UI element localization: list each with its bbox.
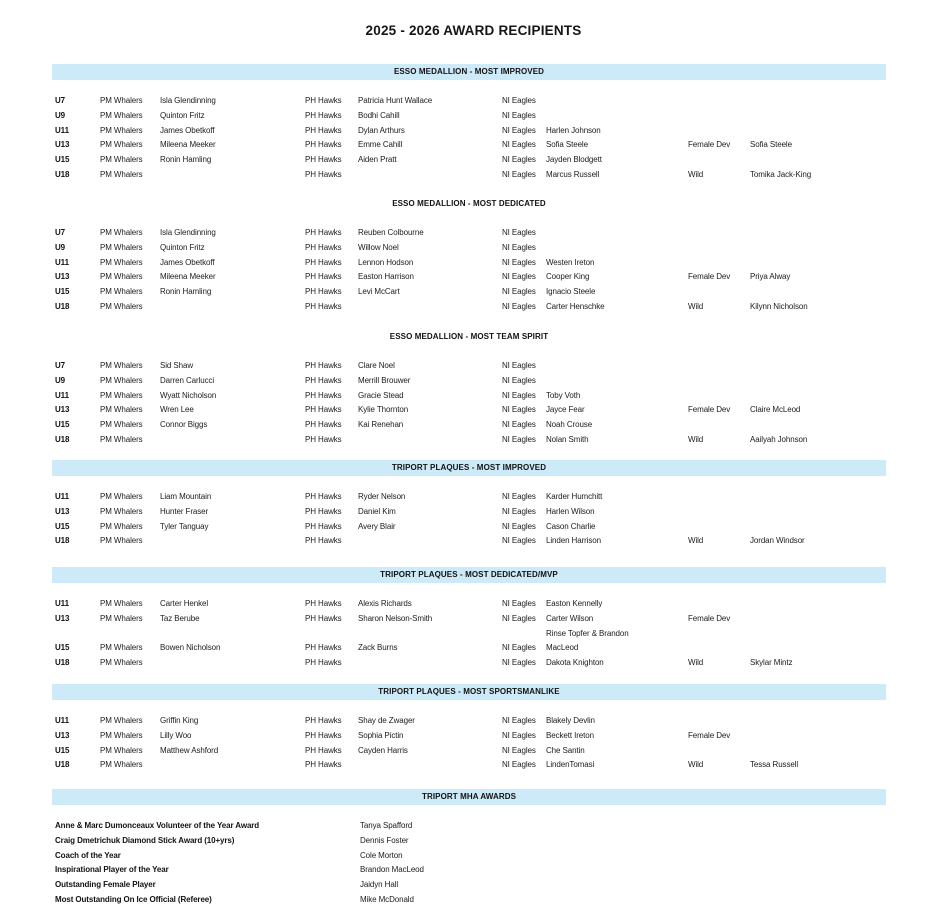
- player-name: Aiden Pratt: [358, 155, 397, 164]
- award-row: [0, 389, 947, 404]
- team-label: PM Whalers: [100, 228, 143, 237]
- award-row: [0, 138, 947, 153]
- team-label: PM Whalers: [100, 272, 143, 282]
- division-label: U11: [55, 716, 69, 725]
- division-label: U13: [55, 730, 70, 740]
- team-label: NI Eagles: [502, 420, 536, 429]
- division-label: U15: [55, 643, 70, 653]
- page-title: 2025 - 2026 AWARD RECIPIENTS: [365, 23, 582, 38]
- award-row: [0, 374, 947, 389]
- player-name: Tessa Russell: [750, 760, 799, 770]
- team-label: PH Hawks: [305, 420, 342, 429]
- player-name: Tyler Tanguay: [160, 521, 209, 531]
- award-title: Craig Dmetrichuk Diamond Stick Award (10+yrs): [55, 835, 235, 845]
- division-label: U18: [55, 434, 70, 444]
- player-name: Clare Noel: [358, 361, 395, 370]
- player-name: Emme Cahill: [358, 140, 403, 150]
- player-name: Cooper King: [546, 272, 590, 282]
- division-label: U13: [55, 405, 70, 415]
- recipient-name: Cole Morton: [360, 850, 403, 860]
- award-row: [0, 714, 947, 729]
- team-label: PM Whalers: [100, 420, 143, 429]
- player-name: Merrill Brouwer: [358, 375, 411, 385]
- player-name: Carter Henschke: [546, 301, 605, 311]
- team-label: PM Whalers: [100, 643, 143, 653]
- team-label: NI Eagles: [502, 521, 536, 531]
- section-header: ESSO MEDALLION - MOST DEDICATED: [392, 199, 546, 208]
- award-row: [0, 94, 947, 109]
- team-label: PH Hawks: [305, 521, 342, 531]
- player-name: Darren Carlucci: [160, 375, 215, 385]
- team-label: NI Eagles: [502, 613, 536, 623]
- recipient-name: Jaidyn Hall: [360, 880, 399, 889]
- team-label: PM Whalers: [100, 242, 143, 252]
- player-name: Wyatt Nicholson: [160, 390, 217, 400]
- section-header-bar: TRIPORT MHA AWARDS: [52, 789, 886, 805]
- award-row: [0, 729, 947, 744]
- award-title: Outstanding Female Player: [55, 880, 156, 889]
- mha-award-row: [0, 819, 947, 834]
- team-label: PH Hawks: [305, 96, 342, 105]
- team-label: PM Whalers: [100, 506, 143, 516]
- player-name: Jayden Blodgett: [546, 155, 602, 164]
- player-name: Ignacio Steele: [546, 287, 596, 296]
- player-name: Lilly Woo: [160, 730, 192, 740]
- team-label: PM Whalers: [100, 125, 143, 135]
- player-name: Sid Shaw: [160, 361, 193, 370]
- award-row: [0, 359, 947, 374]
- team-label: Female Dev: [688, 405, 731, 415]
- player-name: Sofia Steele: [546, 140, 588, 150]
- award-row: [0, 226, 947, 241]
- award-row: [0, 256, 947, 271]
- team-label: PM Whalers: [100, 390, 143, 400]
- division-label: U18: [55, 760, 70, 770]
- player-name: Quinton Fritz: [160, 110, 205, 120]
- award-row: [0, 418, 947, 433]
- player-name: Aailyah Johnson: [750, 434, 808, 444]
- team-label: PH Hawks: [305, 375, 342, 385]
- award-row: [0, 124, 947, 139]
- player-name: Cayden Harris: [358, 745, 408, 755]
- award-row: [0, 168, 947, 183]
- player-name: Beckett Ireton: [546, 730, 594, 740]
- team-label: PH Hawks: [305, 125, 342, 135]
- award-row: [0, 109, 947, 124]
- award-row: [0, 490, 947, 505]
- team-label: PH Hawks: [305, 155, 342, 164]
- section-header-bar: TRIPORT PLAQUES - MOST SPORTSMANLIKE: [52, 684, 886, 700]
- division-label: U18: [55, 169, 70, 179]
- player-name: LindenTomasi: [546, 760, 595, 770]
- team-label: PH Hawks: [305, 492, 342, 501]
- team-label: PM Whalers: [100, 760, 143, 770]
- team-label: NI Eagles: [502, 658, 536, 667]
- team-label: PM Whalers: [100, 536, 143, 546]
- player-name: Mileena Meeker: [160, 140, 216, 150]
- award-row: [0, 153, 947, 168]
- team-label: PH Hawks: [305, 110, 342, 120]
- player-name: Levi McCart: [358, 287, 400, 296]
- division-label: U7: [55, 96, 66, 105]
- team-label: NI Eagles: [502, 536, 536, 546]
- award-row: [0, 285, 947, 300]
- team-label: PH Hawks: [305, 169, 342, 179]
- division-label: U11: [55, 257, 69, 267]
- player-name: Dakota Knighton: [546, 658, 604, 667]
- team-label: PH Hawks: [305, 405, 342, 415]
- team-label: PH Hawks: [305, 613, 342, 623]
- team-label: PH Hawks: [305, 434, 342, 444]
- player-name: Kylie Thornton: [358, 405, 409, 415]
- player-name: Kai Renehan: [358, 420, 404, 429]
- division-label: U7: [55, 361, 66, 370]
- division-label: U15: [55, 420, 70, 429]
- section-header-bar: ESSO MEDALLION - MOST IMPROVED: [52, 64, 886, 80]
- player-name: Quinton Fritz: [160, 242, 205, 252]
- team-label: NI Eagles: [502, 506, 536, 516]
- team-label: NI Eagles: [502, 730, 536, 740]
- team-label: PM Whalers: [100, 405, 143, 415]
- division-label: U9: [55, 242, 66, 252]
- award-row: [0, 534, 947, 549]
- team-label: Wild: [688, 536, 704, 546]
- player-name: Carter Wilson: [546, 613, 594, 623]
- award-row: [0, 744, 947, 759]
- recipient-name: Brandon MacLeod: [360, 865, 424, 875]
- player-name: Che Santin: [546, 745, 585, 755]
- team-label: NI Eagles: [502, 155, 536, 164]
- award-row: [0, 520, 947, 535]
- player-name: Carter Henkel: [160, 599, 209, 608]
- player-name: Ronin Hamling: [160, 287, 212, 296]
- division-label: U11: [55, 390, 69, 400]
- team-label: NI Eagles: [502, 599, 536, 608]
- team-label: NI Eagles: [502, 745, 536, 755]
- award-title: Most Outstanding On Ice Official (Referee): [55, 894, 212, 904]
- team-label: PH Hawks: [305, 658, 342, 667]
- award-row: [0, 597, 947, 612]
- mha-award-row: [0, 893, 947, 908]
- player-name: Bodhi Cahill: [358, 110, 400, 120]
- team-label: NI Eagles: [502, 760, 536, 770]
- team-label: PM Whalers: [100, 361, 143, 370]
- division-label: U13: [55, 613, 70, 623]
- division-label: U15: [55, 745, 70, 755]
- recipient-name: Tanya Spafford: [360, 821, 413, 830]
- team-label: Female Dev: [688, 730, 731, 740]
- award-row: [0, 241, 947, 256]
- team-label: Female Dev: [688, 613, 731, 623]
- team-label: PH Hawks: [305, 536, 342, 546]
- division-label: U15: [55, 155, 70, 164]
- team-label: PH Hawks: [305, 301, 342, 311]
- division-label: U13: [55, 272, 70, 282]
- player-name: Mileena Meeker: [160, 272, 216, 282]
- award-row: [0, 758, 947, 773]
- player-name: Tomika Jack-King: [750, 169, 812, 179]
- division-label: U11: [55, 125, 69, 135]
- team-label: NI Eagles: [502, 375, 536, 385]
- player-name: Claire McLeod: [750, 405, 801, 415]
- team-label: NI Eagles: [502, 287, 536, 296]
- recipient-name: Mike McDonald: [360, 894, 414, 904]
- team-label: PM Whalers: [100, 301, 143, 311]
- team-label: PM Whalers: [100, 492, 143, 501]
- team-label: PM Whalers: [100, 155, 143, 164]
- player-name: Isla Glendinning: [160, 96, 216, 105]
- player-name: Zack Burns: [358, 643, 398, 653]
- mha-award-row: [0, 834, 947, 849]
- award-title: Inspirational Player of the Year: [55, 865, 169, 875]
- team-label: PH Hawks: [305, 730, 342, 740]
- team-label: PH Hawks: [305, 390, 342, 400]
- player-name: Toby Voth: [546, 390, 581, 400]
- player-name: Skylar Mintz: [750, 658, 793, 667]
- division-label: U18: [55, 536, 70, 546]
- award-row: [0, 403, 947, 418]
- division-label: U13: [55, 140, 70, 150]
- player-name: Priya Alway: [750, 272, 791, 282]
- player-name: Jordan Windsor: [750, 536, 805, 546]
- player-name: Dylan Arthurs: [358, 125, 405, 135]
- player-name: Connor Biggs: [160, 420, 208, 429]
- award-row: [0, 505, 947, 520]
- player-name: Easton Harrison: [358, 272, 414, 282]
- team-label: PM Whalers: [100, 730, 143, 740]
- player-name: Harlen Johnson: [546, 125, 601, 135]
- section-header-bar: TRIPORT PLAQUES - MOST IMPROVED: [52, 460, 886, 476]
- award-row: [0, 270, 947, 285]
- team-label: NI Eagles: [502, 434, 536, 444]
- team-label: NI Eagles: [502, 405, 536, 415]
- team-label: Wild: [688, 434, 704, 444]
- mha-award-row: [0, 863, 947, 878]
- team-label: PH Hawks: [305, 506, 342, 516]
- team-label: PH Hawks: [305, 745, 342, 755]
- team-label: Wild: [688, 760, 704, 770]
- team-label: PM Whalers: [100, 110, 143, 120]
- player-name: Avery Blair: [358, 521, 396, 531]
- player-name: Shay de Zwager: [358, 716, 415, 725]
- player-name: MacLeod: [546, 643, 579, 653]
- team-label: PH Hawks: [305, 242, 342, 252]
- player-name: Westen Ireton: [546, 257, 595, 267]
- player-name: Hunter Fraser: [160, 506, 209, 516]
- player-name: Kilynn Nicholson: [750, 301, 808, 311]
- team-label: Wild: [688, 169, 704, 179]
- team-label: PH Hawks: [305, 760, 342, 770]
- team-label: NI Eagles: [502, 110, 536, 120]
- player-name: Lennon Hodson: [358, 257, 414, 267]
- award-title: Coach of the Year: [55, 850, 121, 860]
- team-label: PM Whalers: [100, 521, 143, 531]
- section-header-bar: TRIPORT PLAQUES - MOST DEDICATED/MVP: [52, 567, 886, 583]
- player-name: Daniel Kim: [358, 506, 396, 516]
- team-label: PH Hawks: [305, 257, 342, 267]
- player-name: Blakely Devlin: [546, 716, 595, 725]
- division-label: U15: [55, 287, 70, 296]
- team-label: NI Eagles: [502, 643, 536, 653]
- team-label: PH Hawks: [305, 140, 342, 150]
- team-label: PM Whalers: [100, 658, 143, 667]
- player-name: Ryder Nelson: [358, 492, 406, 501]
- award-row: [0, 300, 947, 315]
- player-name: James Obetkoff: [160, 257, 215, 267]
- award-title: Anne & Marc Dumonceaux Volunteer of the Year Award: [55, 821, 260, 830]
- team-label: PH Hawks: [305, 599, 342, 608]
- award-row: [0, 627, 947, 642]
- award-row: [0, 612, 947, 627]
- team-label: PM Whalers: [100, 287, 143, 296]
- team-label: NI Eagles: [502, 257, 536, 267]
- team-label: PM Whalers: [100, 140, 143, 150]
- player-name: Griffin King: [160, 716, 199, 725]
- player-name: Matthew Ashford: [160, 745, 219, 755]
- player-name: Rinse Topfer & Brandon: [546, 628, 629, 638]
- player-name: Ronin Hamling: [160, 155, 212, 164]
- division-label: U11: [55, 599, 69, 608]
- mha-award-row: [0, 849, 947, 864]
- team-label: NI Eagles: [502, 140, 536, 150]
- team-label: PM Whalers: [100, 96, 143, 105]
- team-label: PH Hawks: [305, 643, 342, 653]
- team-label: NI Eagles: [502, 361, 536, 370]
- team-label: NI Eagles: [502, 301, 536, 311]
- player-name: Isla Glendinning: [160, 228, 216, 237]
- team-label: Wild: [688, 301, 704, 311]
- player-name: Marcus Russell: [546, 169, 600, 179]
- team-label: PM Whalers: [100, 599, 143, 608]
- team-label: PM Whalers: [100, 716, 143, 725]
- team-label: Female Dev: [688, 272, 731, 282]
- team-label: NI Eagles: [502, 96, 536, 105]
- team-label: PM Whalers: [100, 375, 143, 385]
- team-label: NI Eagles: [502, 492, 536, 501]
- division-label: U9: [55, 110, 66, 120]
- player-name: Nolan Smith: [546, 434, 589, 444]
- player-name: Sophia Pictin: [358, 730, 404, 740]
- division-label: U7: [55, 228, 66, 237]
- team-label: NI Eagles: [502, 242, 536, 252]
- team-label: PH Hawks: [305, 287, 342, 296]
- division-label: U18: [55, 658, 70, 667]
- player-name: Taz Berube: [160, 613, 200, 623]
- player-name: Noah Crouse: [546, 420, 593, 429]
- player-name: Willow Noel: [358, 242, 399, 252]
- player-name: James Obetkoff: [160, 125, 215, 135]
- division-label: U15: [55, 521, 70, 531]
- player-name: Bowen Nicholson: [160, 643, 221, 653]
- team-label: PM Whalers: [100, 257, 143, 267]
- division-label: U13: [55, 506, 70, 516]
- section-header: ESSO MEDALLION - MOST TEAM SPIRIT: [389, 332, 549, 341]
- player-name: Gracie Stead: [358, 390, 404, 400]
- player-name: Sharon Nelson-Smith: [358, 613, 433, 623]
- player-name: Linden Harrison: [546, 536, 601, 546]
- team-label: PM Whalers: [100, 434, 143, 444]
- division-label: U18: [55, 301, 70, 311]
- award-row: [0, 641, 947, 656]
- player-name: Alexis Richards: [358, 599, 412, 608]
- player-name: Wren Lee: [160, 405, 194, 415]
- team-label: NI Eagles: [502, 390, 536, 400]
- award-row: [0, 433, 947, 448]
- player-name: Easton Kennelly: [546, 599, 603, 608]
- team-label: PH Hawks: [305, 716, 342, 725]
- team-label: PM Whalers: [100, 169, 143, 179]
- player-name: Harlen Wilson: [546, 506, 595, 516]
- division-label: U9: [55, 375, 66, 385]
- player-name: Cason Charlie: [546, 521, 596, 531]
- team-label: NI Eagles: [502, 272, 536, 282]
- division-label: U11: [55, 492, 69, 501]
- player-name: Karder Humchitt: [546, 492, 603, 501]
- team-label: PH Hawks: [305, 228, 342, 237]
- recipient-name: Dennis Foster: [360, 835, 409, 845]
- team-label: PH Hawks: [305, 361, 342, 370]
- player-name: Patricia Hunt Wallace: [358, 96, 433, 105]
- team-label: PH Hawks: [305, 272, 342, 282]
- award-row: [0, 656, 947, 671]
- player-name: Jayce Fear: [546, 405, 585, 415]
- player-name: Reuben Colbourne: [358, 228, 424, 237]
- player-name: Liam Mountain: [160, 492, 212, 501]
- team-label: NI Eagles: [502, 169, 536, 179]
- team-label: Wild: [688, 658, 704, 667]
- team-label: PM Whalers: [100, 613, 143, 623]
- team-label: NI Eagles: [502, 125, 536, 135]
- team-label: Female Dev: [688, 140, 731, 150]
- team-label: NI Eagles: [502, 716, 536, 725]
- mha-award-row: [0, 878, 947, 893]
- player-name: Sofia Steele: [750, 140, 792, 150]
- team-label: NI Eagles: [502, 228, 536, 237]
- team-label: PM Whalers: [100, 745, 143, 755]
